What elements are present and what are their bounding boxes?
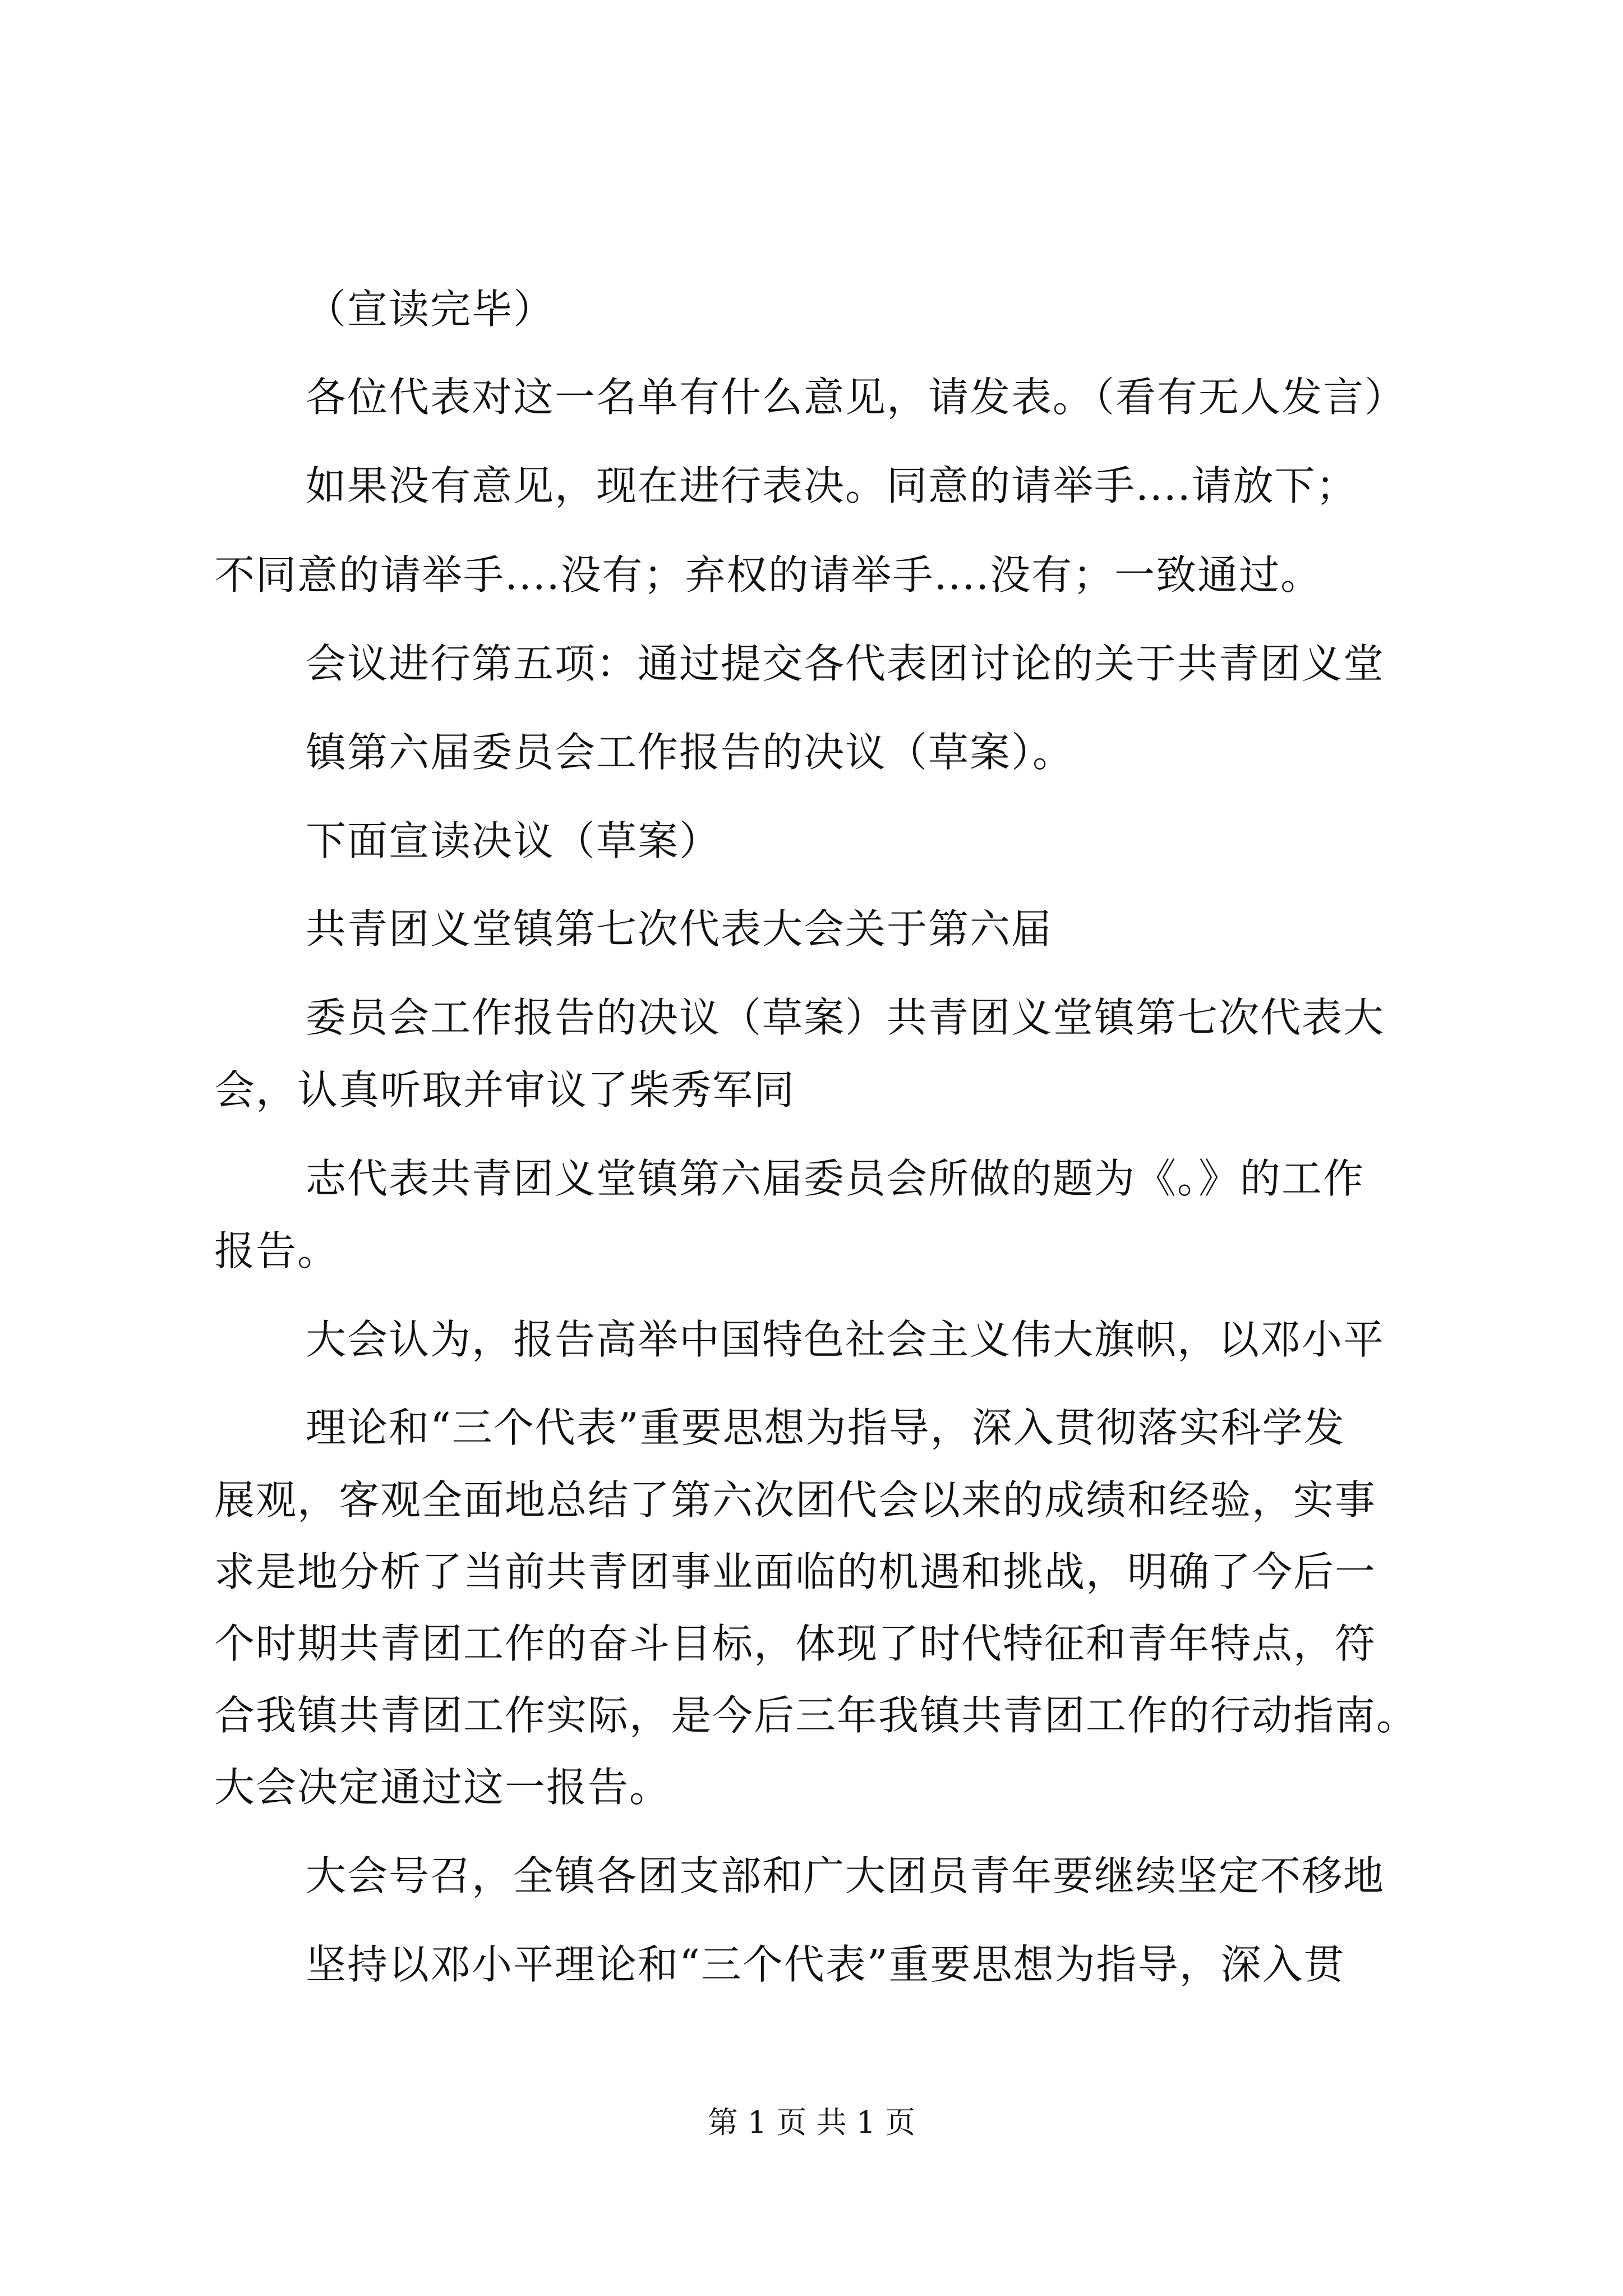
paragraph-line: 合我镇共青团工作实际，是今后三年我镇共青团工作的行动指南。 [214,1692,1418,1739]
paragraph-line: 如果没有意见，现在进行表决。同意的请举手....请放下； [306,462,1358,509]
paragraph-line: 展观，客观全面地总结了第六次团代会以来的成绩和经验，实事 [214,1476,1377,1524]
paragraph-line: 下面宣读决议（草案） [306,817,721,864]
paragraph-line: （宣读完毕） [306,286,555,333]
paragraph-line: 求是地分析了当前共青团事业面临的机遇和挑战，明确了今后一 [214,1548,1377,1595]
paragraph-line: 理论和“三个代表”重要思想为指导，深入贯彻落实科学发 [306,1404,1345,1451]
paragraph-line: 个时期共青团工作的奋斗目标，体现了时代特征和青年特点，符 [214,1620,1377,1667]
page-footer: 第 1 页 共 1 页 [707,2105,916,2140]
paragraph-line: 不同意的请举手....没有；弃权的请举手....没有；一致通过。 [214,551,1322,599]
paragraph-line: 大会决定通过这一报告。 [214,1764,671,1811]
paragraph-line: 坚持以邓小平理论和“三个代表”重要思想为指导，深入贯 [306,1941,1345,1988]
paragraph-line: 大会号召，全镇各团支部和广大团员青年要继续坚定不移地 [306,1852,1385,1899]
paragraph-line: 镇第六届委员会工作报告的决议（草案）。 [306,729,1075,776]
paragraph-line: 志代表共青团义堂镇第六届委员会所做的题为《。》的工作 [306,1155,1365,1202]
paragraph-line: 共青团义堂镇第七次代表大会关于第六届 [306,905,1053,953]
paragraph-line: 报告。 [214,1227,339,1274]
paragraph-line: 会，认真听取并审议了柴秀军同 [214,1066,796,1114]
paragraph-line: 会议进行第五项：通过提交各代表团讨论的关于共青团义堂 [306,640,1385,687]
paragraph-line: 各位代表对这一名单有什么意见，请发表。（看有无人发言） [306,374,1407,421]
paragraph-line: 委员会工作报告的决议（草案）共青团义堂镇第七次代表大 [306,994,1385,1041]
paragraph-line: 大会认为，报告高举中国特色社会主义伟大旗帜，以邓小平 [306,1316,1385,1363]
